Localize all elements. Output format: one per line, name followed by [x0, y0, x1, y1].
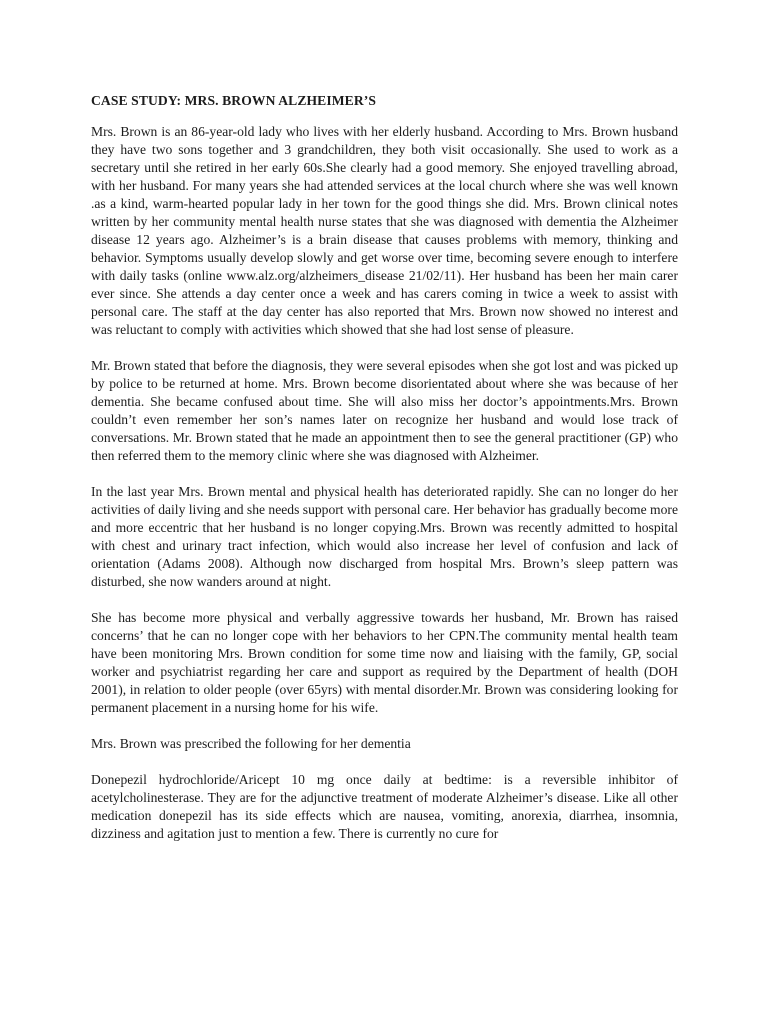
paragraph-background: Mrs. Brown is an 86-year-old lady who lives with her elderly husband. According to Mrs. Brown husband they have two sons together and 3 grandchildren, they both visit occasionally. She used to work as a secretary until she retired in her early 60s.She clearly had a good memory. She enjoyed travelling abroad, with her husband. For many years she had attended services at the local church where she was well known .as a kind, warm-hearted popular lady in her town for the good things she did. Mrs. Brown clinical notes written by her community mental health nurse states that she was diagnosed with dementia the Alzheimer disease 12 years ago. Alzheimer’s is a brain disease that causes problems with memory, thinking and behavior. Symptoms usually develop slowly and get worse over time, becoming severe enough to interfere with daily tasks (online www.alz.org/alzheimers_disease 21/02/11). Her husband has been her main carer ever since. She attends a day center once a week and has carers coming in twice a week to assist with personal care. The staff at the day center has also reported that Mrs. Brown now showed no interest and was reluctant to comply with activities which showed that she had lost sense of pleasure.: [91, 124, 678, 337]
paragraph-recent-deterioration: In the last year Mrs. Brown mental and physical health has deteriorated rapidly. She can no longer do her activities of daily living and she needs support with personal care. Her behavior has gradually become more and more eccentric that her husband is no longer copying.Mrs. Brown was recently admitted to hospital with chest and urinary tract infection, which would also increase her level of confusion and lack of orientation (Adams 2008). Although now discharged from hospital Mrs. Brown’s sleep pattern was disturbed, she now wanders around at night.: [91, 484, 678, 589]
paragraph-diagnosis-history: Mr. Brown stated that before the diagnosis, they were several episodes when she got lost and was picked up by police to be returned at home. Mrs. Brown become disorientated about where she was because of her dementia. She became confused about time. She will also miss her doctor’s appointments.Mrs. Brown couldn’t even remember her son’s names later on recognize her husband and would lose track of conversations. Mr. Brown stated that he made an appointment then to see the general practitioner (GP) who then referred them to the memory clinic where she was diagnosed with Alzheimer.: [91, 358, 678, 463]
case-study-title: CASE STUDY: MRS. BROWN ALZHEIMER’S: [91, 93, 377, 108]
paragraph-donepezil: Donepezil hydrochloride/Aricept 10 mg once daily at bedtime: is a reversible inhibitor of acetylcholinesterase. They are for the adjunctive treatment of moderate Alzheimer’s disease. Like all other medication donepezil has its side effects which are nausea, vomiting, anorexia, diarrhea, insomnia, dizziness and agitation just to mention a few. There is currently no cure for: [91, 772, 678, 841]
paragraph-prescription-intro: Mrs. Brown was prescribed the following for her dementia: [91, 736, 411, 751]
document-page: [91, 92, 678, 843]
paragraph-aggression-concerns: She has become more physical and verbally aggressive towards her husband, Mr. Brown has raised concerns’ that he can no longer cope with her behaviors to her CPN.The community mental health team have been monitoring Mrs. Brown condition for some time now and liaising with the family, GP, social worker and psychiatrist regarding her care and support as required by the Department of health (DOH 2001), in relation to older people (over 65yrs) with mental disorder.Mr. Brown was considering looking for permanent placement in a nursing home for his wife.: [91, 610, 678, 715]
